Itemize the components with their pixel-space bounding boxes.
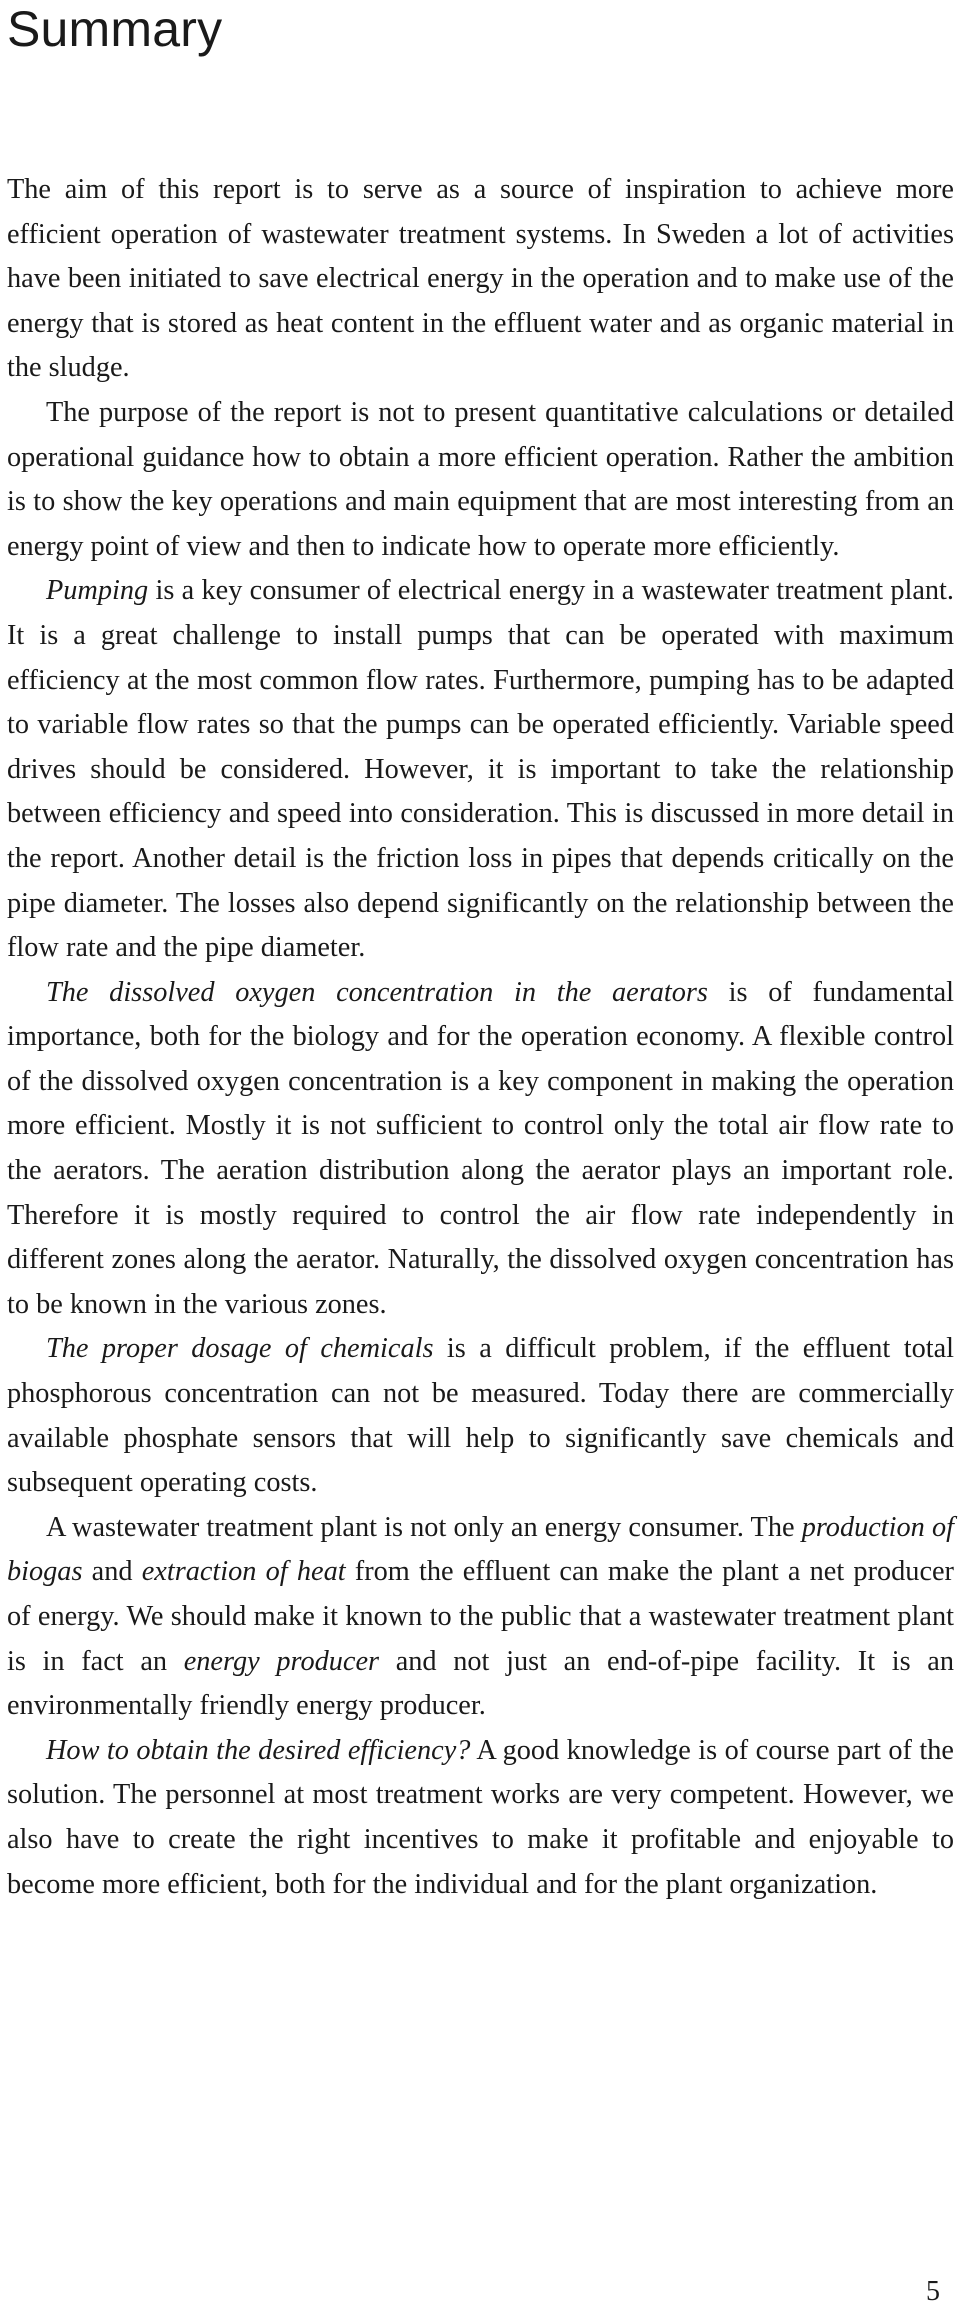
paragraph-text: is of fundamental importance, both for the biology and for the operation economy. A flexible control of the dissolved oxygen concentration is a key component in making the operation more efficient. Mostly it is not sufficient to control only the total air flow rate to the aerators. The aeration distribution along the aerator plays an important role. Therefore it is mostly required to control the air flow rate independently in different zones along the aerator. Naturally, the dissolved oxygen concentration has to be known in the various zones.: [7, 976, 954, 1320]
paragraph-text: The aim of this report is to serve as a source of inspiration to achieve more efficient operation of wastewater treatment systems. In Sweden a lot of activities have been initiated to save electrical energy in the operation and to make use of the energy that is stored as heat content in the effluent water and as organic material in the sludge.: [7, 174, 954, 384]
paragraph-text: A good knowledge is of course part of the solution. The personnel at most treatment works are very competent. However, we also have to create the right incentives to make it profitable and enjoyable to become more efficient, both for the individual and for the plant organization.: [7, 1734, 954, 1900]
summary-body: [7, 168, 954, 1907]
paragraph-text: A wastewater treatment plant is not only an energy consumer. The: [46, 1511, 802, 1543]
paragraph-text: The purpose of the report is not to present quantitative calculations or detailed operational guidance how to obtain a more efficient operation. Rather the ambition is to show the key operations and main equipment that are most interesting from an energy point of view and then to indicate how to operate more efficiently.: [7, 396, 954, 562]
paragraph-lead: How to obtain the desired efficiency?: [46, 1734, 471, 1766]
paragraph-lead: The proper dosage of chemicals: [46, 1333, 434, 1365]
paragraph-lead: The dissolved oxygen concentration in the aerators: [46, 976, 708, 1008]
paragraph-aim: [7, 168, 954, 391]
paragraph-text: and: [82, 1556, 142, 1588]
paragraph-dissolved-oxygen: [7, 971, 954, 1328]
emphasis-heat: extraction of heat: [141, 1556, 346, 1588]
paragraph-energy-producer: [7, 1506, 954, 1729]
page-number: 5: [926, 2276, 940, 2307]
paragraph-text: from the effluent can make the plant a net producer of energy. We should make it known to the public that a wastewater treatment plant is in fact an: [7, 1556, 954, 1677]
emphasis-biogas: production of biogas: [7, 1511, 954, 1588]
paragraph-lead: Pumping: [46, 575, 149, 607]
paragraph-purpose: [7, 391, 954, 569]
paragraph-text: is a key consumer of electrical energy in a wastewater treatment plant. It is a great challenge to install pumps that can be operated with maximum efficiency at the most common flow rates. Furthermore, pumping has to be adapted to variable flow rates so that the pumps can be operated efficiently. Variable speed drives should be considered. However, it is important to take the relationship between efficiency and speed into consideration. This is discussed in more detail in the report. Another detail is the friction loss in pipes that depends critically on the pipe diameter. The losses also depend significantly on the relationship between the flow rate and the pipe diameter.: [7, 575, 954, 964]
emphasis-energy-producer: energy producer: [183, 1645, 380, 1677]
paragraph-text: and not just an end-of-pipe facility. It is an environmentally friendly energy producer.: [7, 1645, 954, 1722]
paragraph-pumping: [7, 569, 954, 970]
paragraph-text: is a difficult problem, if the effluent total phosphorous concentration can not be measured. Today there are commercially available phosphate sensors that will help to significantly save chemicals and subsequent operating costs.: [7, 1333, 955, 1499]
paragraph-efficiency: [7, 1729, 954, 1907]
page-title: Summary: [7, 1, 223, 57]
paragraph-chemicals: [7, 1327, 954, 1505]
